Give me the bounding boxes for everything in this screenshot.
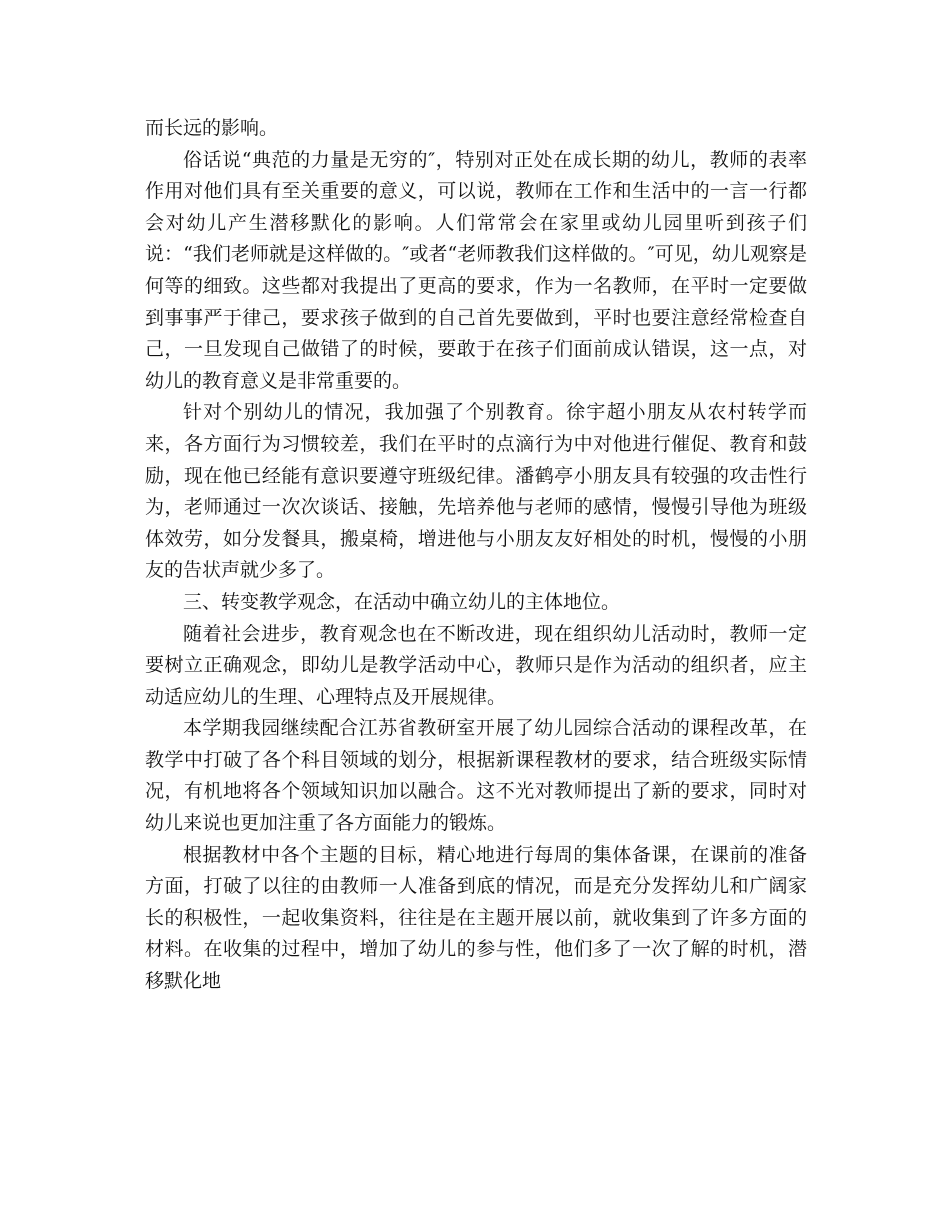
section-heading-teaching-concept: 三、转变教学观念，在活动中确立幼儿的主体地位。 [183, 590, 621, 613]
paragraph-continuation: 而长远的影响。 [145, 117, 279, 139]
paragraph-lesson-preparation: 根据教材中各个主题的目标，精心地进行每周的集体备课，在课前的准备方面，打破了以往的由教师一人准备到底的情况，而是充分发挥幼儿和广阔家长的积极性，一起收集资料，往往是在主题开展以前，就收集到了许多方面的材料。在收集的过程中，增加了幼儿的参与性，他们多了一次了解的时机，潜移默化地 [145, 843, 807, 993]
paragraph-individual-education: 针对个别幼儿的情况，我加强了个别教育。徐宇超小朋友从农村转学而来，各方面行为习惯较差，我们在平时的点滴行为中对他进行催促、教育和鼓励，现在他已经能有意识要遵守班级纪律。潘鹤亭小朋友具有较强的攻击性行为，老师通过一次次谈话、接触，先培养他与老师的感情，慢慢引导他为班级体效劳，如分发餐具，搬桌椅，增进他与小朋友友好相处的时机，慢慢的小朋友的告状声就少多了。 [145, 401, 807, 582]
paragraph-role-model: 俗话说“典范的力量是无穷的″，特别对正处在成长期的幼儿，教师的表率作用对他们具有至关重要的意义，可以说，教师在工作和生活中的一言一行都会对幼儿产生潜移默化的影响。人们常常会在家里或幼儿园里听到孩子们说：“我们老师就是这样做的。″或者“老师教我们这样做的。″可见，幼儿观察是何等的细致。这些都对我提出了更高的要求，作为一名教师，在平时一定要做到事事严于律己，要求孩子做到的自己首先要做到，平时也要注意经常检查自己，一旦发现自己做错了的时候，要敢于在孩子们面前成认错误，这一点，对幼儿的教育意义是非常重要的。 [145, 148, 807, 392]
paragraph-education-concept: 随着社会进步，教育观念也在不断改进，现在组织幼儿活动时，教师一定要树立正确观念，即幼儿是教学活动中心，教师只是作为活动的组织者，应主动适应幼儿的生理、心理特点及开展规律。 [145, 622, 807, 708]
document-body [145, 113, 807, 998]
paragraph-curriculum-reform: 本学期我园继续配合江苏省教研室开展了幼儿园综合活动的课程改革，在教学中打破了各个科目领域的划分，根据新课程教材的要求，结合班级实际情况，有机地将各个领域知识加以融合。这不光对教师提出了新的要求，同时对幼儿来说也更加注重了各方面能力的锻炼。 [145, 717, 807, 835]
